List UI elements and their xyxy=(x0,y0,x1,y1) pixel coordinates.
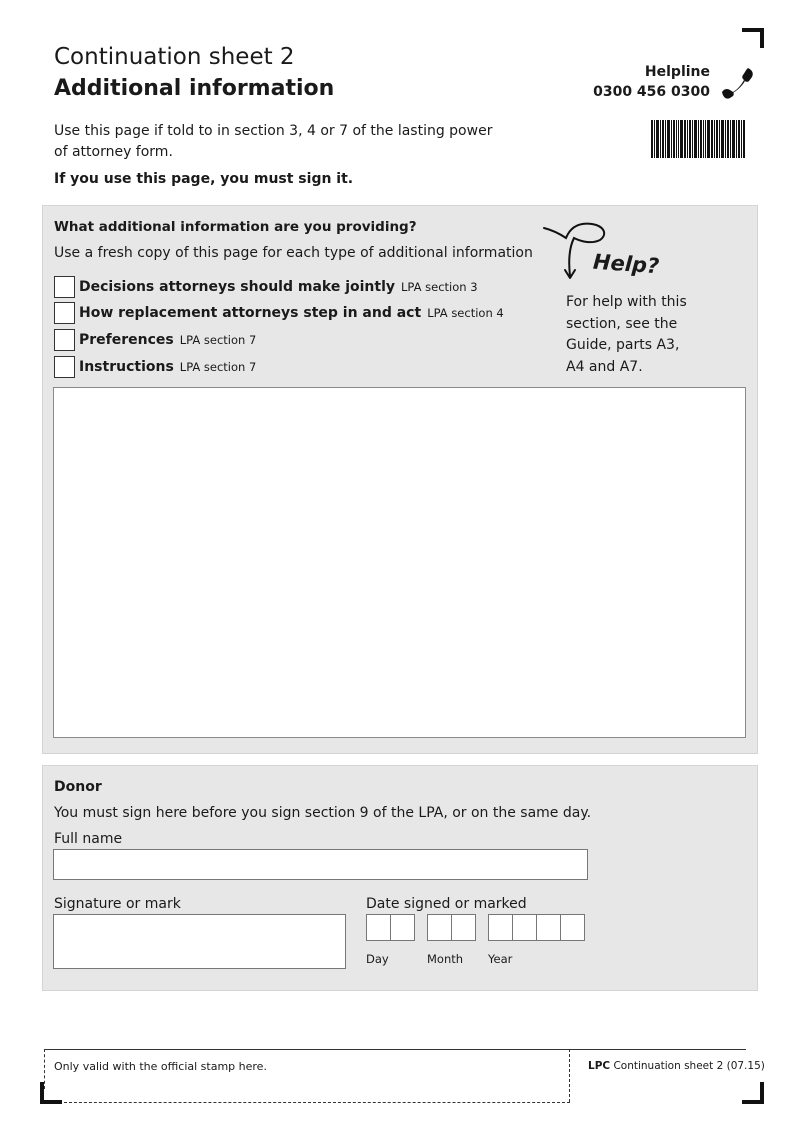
page-subtitle: Additional information xyxy=(54,76,335,101)
additional-information-textarea[interactable] xyxy=(53,387,746,738)
day-digit-box[interactable] xyxy=(390,914,415,941)
form-code: LPC xyxy=(588,1060,611,1072)
page-title: Continuation sheet 2 xyxy=(54,44,295,70)
option-preferences xyxy=(54,328,256,352)
checkbox-instructions[interactable] xyxy=(54,356,75,378)
month-label: Month xyxy=(427,952,464,966)
donor-heading: Donor xyxy=(54,779,102,795)
full-name-field[interactable] xyxy=(53,849,588,880)
form-reference xyxy=(588,1060,765,1072)
option-label: Decisions attorneys should make jointly xyxy=(79,279,396,295)
question-heading: What additional information are you providing? xyxy=(54,219,417,235)
option-replacement-attorneys xyxy=(54,301,504,325)
option-label: How replacement attorneys step in and act xyxy=(79,305,422,321)
donor-note: You must sign here before you sign section 9 of the LPA, or on the same day. xyxy=(54,805,592,821)
help-title: Help? xyxy=(592,249,660,279)
day-digit-box[interactable] xyxy=(366,914,391,941)
corner-mark-bottom-right-icon xyxy=(742,1082,764,1104)
helpline-label: Helpline xyxy=(644,64,710,80)
option-decisions-jointly xyxy=(54,275,478,299)
year-digit-box[interactable] xyxy=(536,914,561,941)
date-year-field xyxy=(488,914,585,941)
help-text: For help with this section, see the Guide, parts A3, A4 and A7. xyxy=(566,294,687,375)
checkbox-preferences[interactable] xyxy=(54,329,75,351)
stamp-area-border-right xyxy=(569,1049,570,1102)
option-section-ref: LPA section 7 xyxy=(179,360,257,374)
date-day-field xyxy=(366,914,415,941)
year-digit-box[interactable] xyxy=(512,914,537,941)
stamp-area-border-left xyxy=(44,1049,45,1089)
date-signed-label: Date signed or marked xyxy=(366,896,527,912)
checkbox-decisions-jointly[interactable] xyxy=(54,276,75,298)
must-sign-notice: If you use this page, you must sign it. xyxy=(54,171,354,187)
corner-mark-top-right-icon xyxy=(742,28,764,48)
option-section-ref: LPA section 4 xyxy=(427,306,504,320)
option-label: Instructions xyxy=(79,359,174,375)
phone-icon xyxy=(718,62,758,102)
year-digit-box[interactable] xyxy=(560,914,585,941)
signature-field[interactable] xyxy=(53,914,346,969)
option-section-ref: LPA section 3 xyxy=(401,280,478,294)
signature-label: Signature or mark xyxy=(54,896,181,912)
date-month-field xyxy=(427,914,476,941)
day-label: Day xyxy=(366,952,389,966)
month-digit-box[interactable] xyxy=(451,914,476,941)
full-name-label: Full name xyxy=(54,831,123,847)
form-version: Continuation sheet 2 (07.15) xyxy=(613,1060,765,1072)
option-section-ref: LPA section 7 xyxy=(179,333,257,347)
year-label: Year xyxy=(488,952,513,966)
helpline-number: 0300 456 0300 xyxy=(593,84,710,100)
month-digit-box[interactable] xyxy=(427,914,452,941)
option-label: Preferences xyxy=(79,332,174,348)
barcode-icon xyxy=(651,120,745,158)
year-digit-box[interactable] xyxy=(488,914,513,941)
option-instructions xyxy=(54,355,256,379)
stamp-area-border-bottom xyxy=(64,1102,570,1103)
question-note: Use a fresh copy of this page for each type of additional information xyxy=(54,245,533,261)
checkbox-replacement-attorneys[interactable] xyxy=(54,302,75,324)
footer-rule xyxy=(44,1049,746,1050)
official-stamp-area: Only valid with the official stamp here. xyxy=(54,1060,267,1073)
intro-text: Use this page if told to in section 3, 4 or 7 of the lasting power of attorney form. xyxy=(54,123,493,160)
